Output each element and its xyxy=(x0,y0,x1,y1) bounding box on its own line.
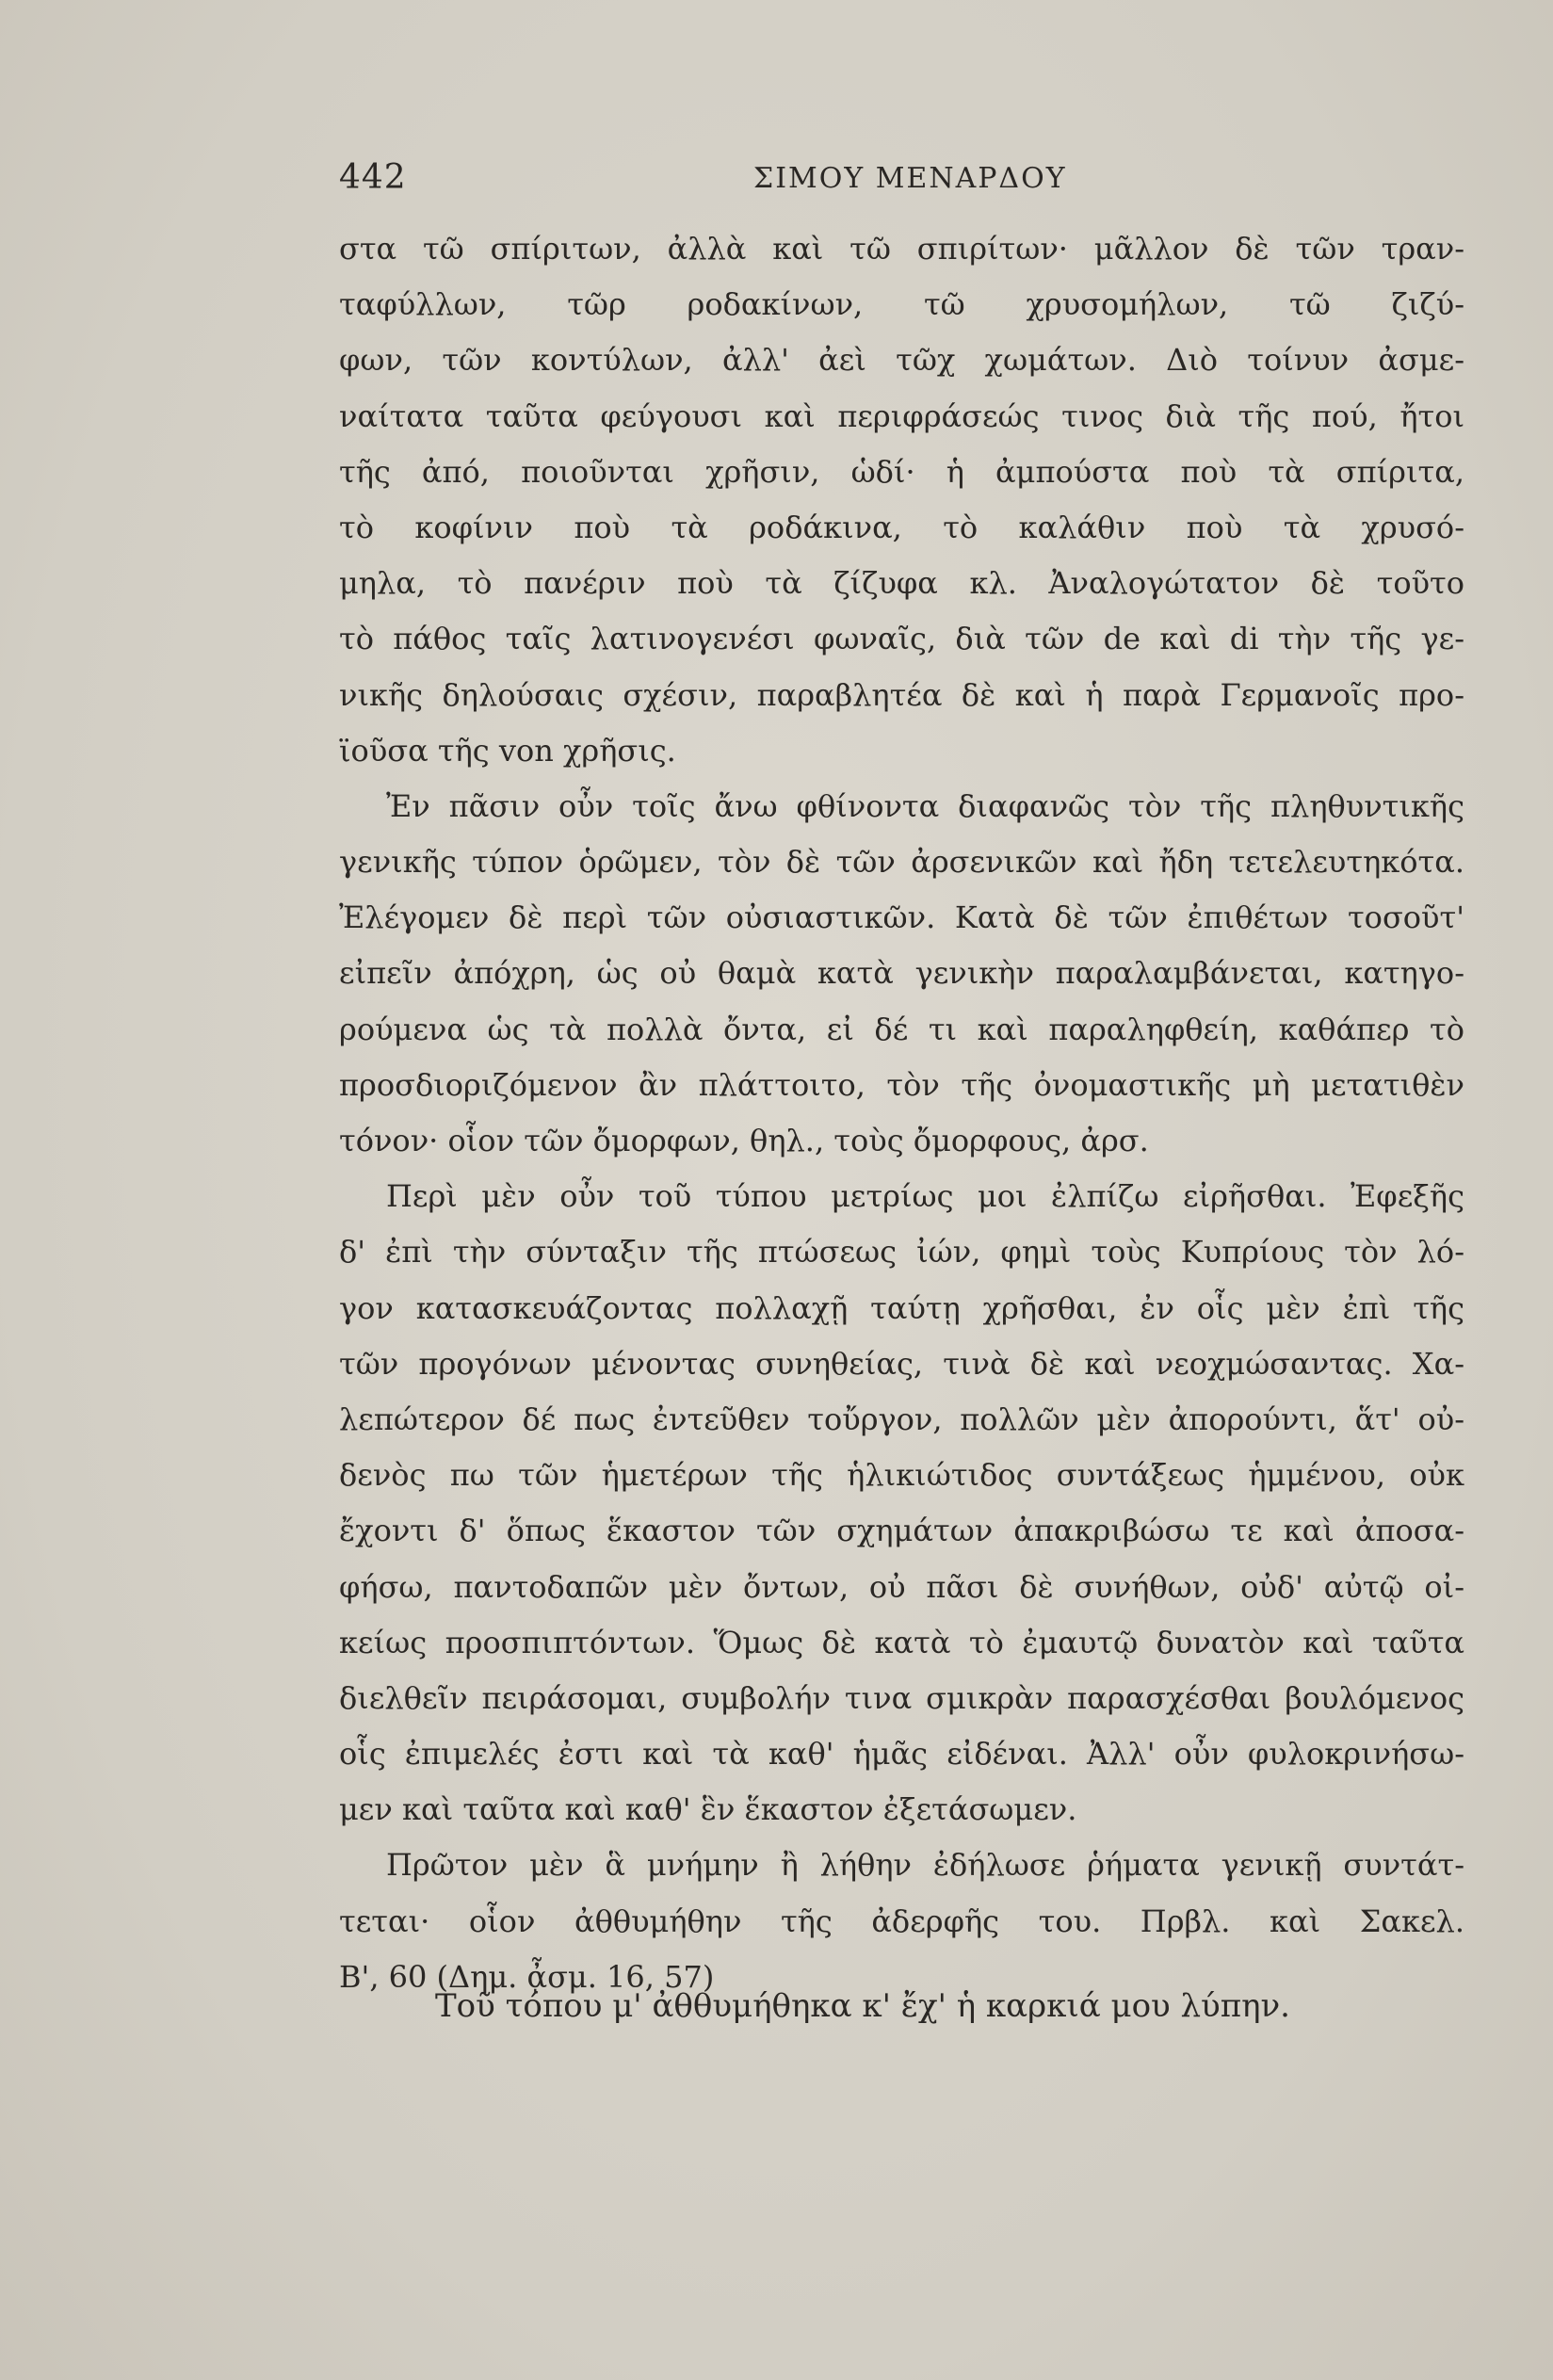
page-header xyxy=(339,158,1281,205)
text-line: Ἐλέγομεν δὲ περὶ τῶν οὐσιαστικῶν. Κατὰ δὲ τῶν ἐπιθέτων τοσοῦτ' xyxy=(339,899,1464,936)
text-line: δ' ἐπὶ τὴν σύνταξιν τῆς πτώσεως ἰών, φημὶ τοὺς Κυπρίους τὸν λό- xyxy=(339,1234,1464,1271)
text-line: Β', 60 (Δημ. ᾆσμ. 16, 57) xyxy=(339,1958,715,1995)
text-line: δενὸς πω τῶν ἡμετέρων τῆς ἡλικιώτιδος συντάξεως ἡμμένου, οὐκ xyxy=(339,1457,1464,1494)
text-line: στα τῶ σπίριτων, ἀλλὰ καὶ τῶ σπιρίτων· μᾶλλον δὲ τῶν τραν- xyxy=(339,231,1464,267)
text-line: τῶν προγόνων μένοντας συνηθείας, τινὰ δὲ καὶ νεοχμώσαντας. Χα- xyxy=(339,1345,1464,1382)
text-line: φήσω, παντοδαπῶν μὲν ὄντων, οὐ πᾶσι δὲ συνήθων, οὐδ' αὐτῷ οἰ- xyxy=(339,1568,1464,1605)
text-line: τεται· οἷον ἀθθυμήθην τῆς ἀδερφῆς του. Πρβλ. καὶ Σακελ. xyxy=(339,1902,1464,1939)
text-line: Περὶ μὲν οὖν τοῦ τύπου μετρίως μοι ἐλπίζω εἰρῆσθαι. Ἐφεξῆς xyxy=(386,1178,1464,1215)
text-line: μεν καὶ ταῦτα καὶ καθ' ἓν ἕκαστον ἐξετάσωμεν. xyxy=(339,1791,1077,1828)
text-line: τὸ κοφίνιν ποὺ τὰ ροδάκινα, τὸ καλάθιν ποὺ τὰ χρυσό- xyxy=(339,509,1464,545)
text-line: μηλα, τὸ πανέριν ποὺ τὰ ζίζυφα κλ. Ἀναλογώτατον δὲ τοῦτο xyxy=(339,565,1464,602)
text-line: ἔχοντι δ' ὅπως ἕκαστον τῶν σχημάτων ἀπακριβώσω τε καὶ ἀποσα- xyxy=(339,1513,1464,1549)
text-line: Πρῶτον μὲν ἃ μνήμην ἢ λήθην ἐδήλωσε ῥήματα γενικῇ συντάτ- xyxy=(386,1847,1464,1884)
quoted-verse: Τοῦ τόπου μ' ἀθθυμήθηκα κ' ἔχ' ἡ καρκιά μου λύπην. xyxy=(435,1987,1290,2025)
text-line: τὸ πάθος ταῖς λατινογενέσι φωναῖς, διὰ τῶν de καὶ di τὴν τῆς γε- xyxy=(339,621,1464,657)
text-line: εἰπεῖν ἀπόχρη, ὡς οὐ θαμὰ κατὰ γενικὴν παραλαμβάνεται, κατηγο- xyxy=(339,955,1464,992)
text-line: ρούμενα ὡς τὰ πολλὰ ὄντα, εἰ δέ τι καὶ παραληφθείη, καθάπερ τὸ xyxy=(339,1011,1464,1047)
text-line: Ἐν πᾶσιν οὖν τοῖς ἄνω φθίνοντα διαφανῶς τὸν τῆς πληθυντικῆς xyxy=(386,787,1464,824)
text-line: οἷς ἐπιμελές ἐστι καὶ τὰ καθ' ἡμᾶς εἰδέναι. Ἀλλ' οὖν φυλοκρινήσω- xyxy=(339,1736,1464,1773)
text-line: γενικῆς τύπον ὁρῶμεν, τὸν δὲ τῶν ἀρσενικῶν καὶ ἤδη τετελευτηκότα. xyxy=(339,844,1464,881)
text-line: φων, τῶν κοντύλων, ἀλλ' ἀεὶ τῶχ χωμάτων. Διὸ τοίνυν ἀσμε- xyxy=(339,342,1464,379)
running-title: ΣΙΜΟΥ ΜΕΝΑΡΔΟΥ xyxy=(753,162,1067,195)
body-text xyxy=(339,221,1464,2005)
text-line: ϊοῦσα τῆς von χρῆσις. xyxy=(339,732,676,769)
text-line: νικῆς δηλούσαις σχέσιν, παραβλητέα δὲ καὶ ἡ παρὰ Γερμανοῖς προ- xyxy=(339,676,1464,713)
text-line: ταφύλλων, τῶρ ροδακίνων, τῶ χρυσομήλων, τῶ ζιζύ- xyxy=(339,286,1464,323)
text-line: διελθεῖν πειράσομαι, συμβολήν τινα σμικρὰν παρασχέσθαι βουλόμενος xyxy=(339,1679,1464,1716)
text-line: ναίτατα ταῦτα φεύγουσι καὶ περιφράσεώς τινος διὰ τῆς πού, ἤτοι xyxy=(339,397,1464,434)
page-number: 442 xyxy=(339,158,407,197)
text-line: λεπώτερον δέ πως ἐντεῦθεν τοὔργον, πολλῶν μὲν ἀπορούντι, ἅτ' οὐ- xyxy=(339,1400,1464,1437)
text-line: τόνον· οἷον τῶν ὄμορφων, θηλ., τοὺς ὄμορφους, ἀρσ. xyxy=(339,1123,1149,1158)
text-line: προσδιοριζόμενον ἂν πλάττοιτο, τὸν τῆς ὀνομαστικῆς μὴ μετατιθὲν xyxy=(339,1066,1464,1103)
text-line: κείως προσπιπτόντων. Ὅμως δὲ κατὰ τὸ ἐμαυτῷ δυνατὸν καὶ ταῦτα xyxy=(339,1624,1464,1660)
text-line: γον κατασκευάζοντας πολλαχῇ ταύτῃ χρῆσθαι, ἐν οἷς μὲν ἐπὶ τῆς xyxy=(339,1289,1464,1326)
text-line: τῆς ἀπό, ποιοῦνται χρῆσιν, ὡδί· ἡ ἀμπούστα ποὺ τὰ σπίριτα, xyxy=(339,453,1464,490)
